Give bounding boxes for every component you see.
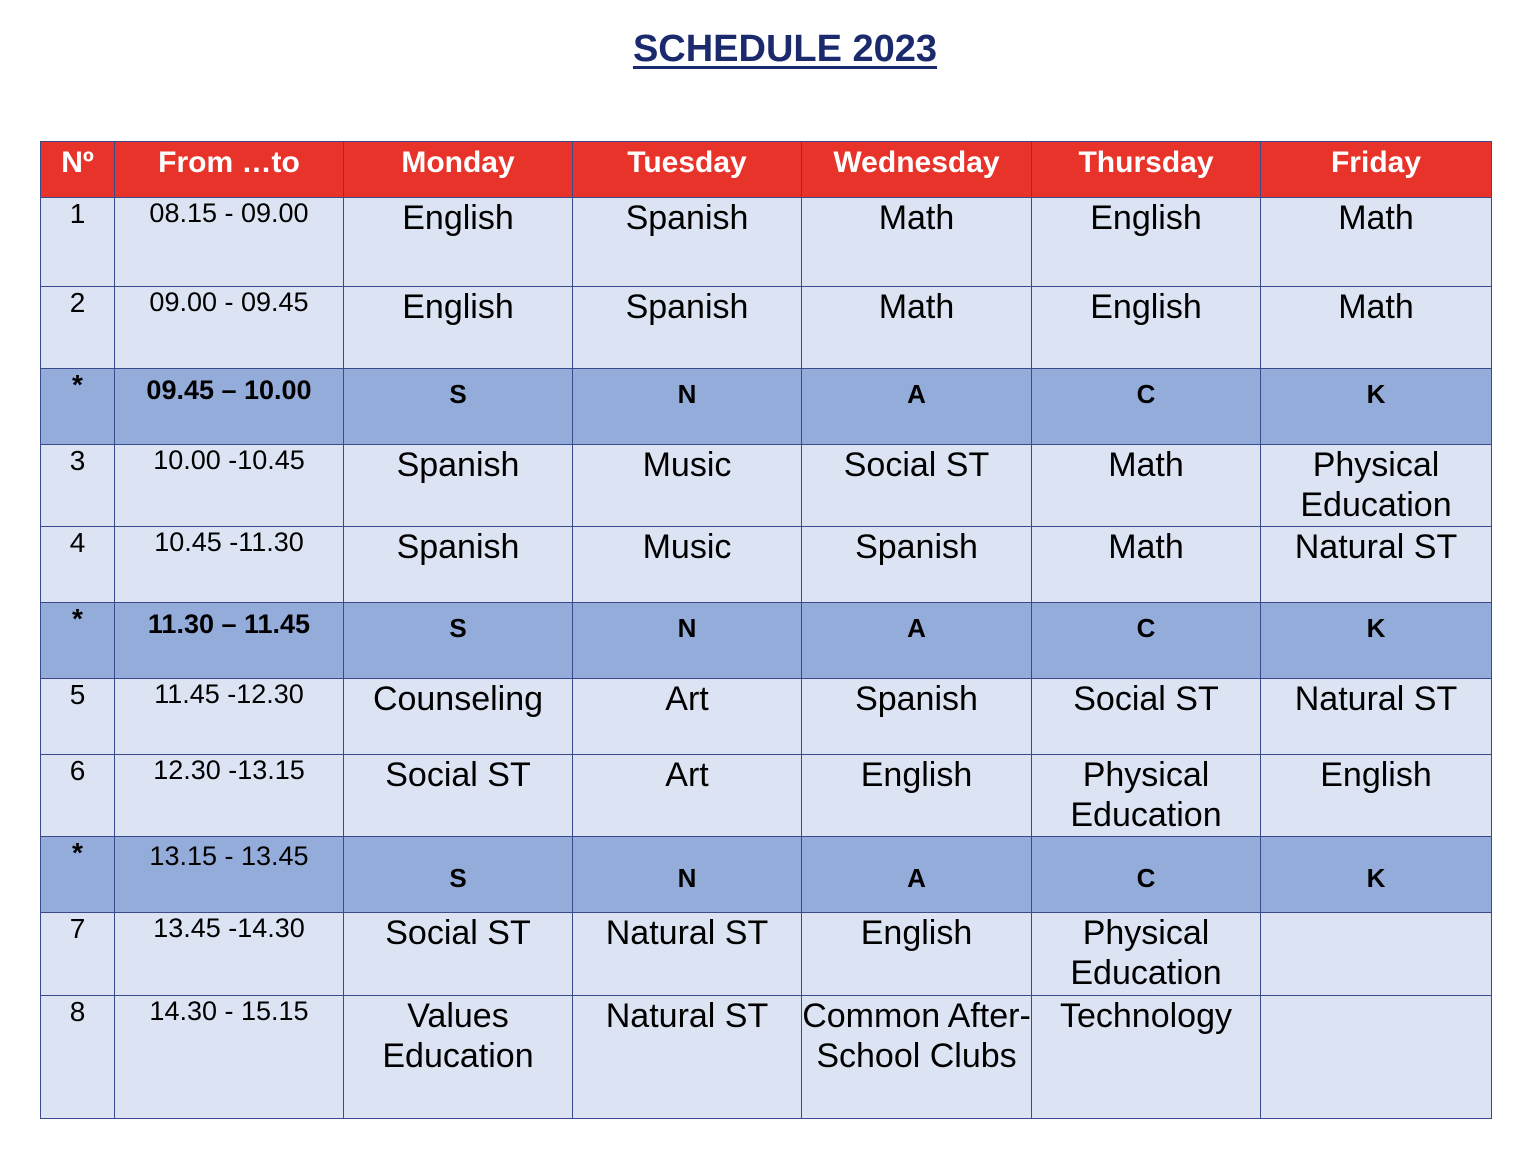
period-number: 8 — [41, 996, 115, 1119]
snack-letter: S — [344, 369, 573, 445]
period-time: 09.00 - 09.45 — [115, 287, 344, 369]
subject-cell: Natural ST — [573, 913, 802, 996]
header-thursday: Thursday — [1032, 142, 1261, 198]
break-row — [41, 603, 1492, 679]
break-marker: * — [41, 603, 115, 679]
period-time: 13.45 -14.30 — [115, 913, 344, 996]
header-row — [41, 142, 1492, 198]
header-time: From …to — [115, 142, 344, 198]
period-number: 6 — [41, 755, 115, 837]
subject-cell: Common After-School Clubs — [802, 996, 1032, 1119]
snack-letter: K — [1261, 369, 1492, 445]
subject-cell: Social ST — [802, 445, 1032, 527]
period-number: 7 — [41, 913, 115, 996]
break-marker: * — [41, 837, 115, 913]
subject-cell — [1261, 913, 1492, 996]
header-tuesday: Tuesday — [573, 142, 802, 198]
snack-letter: N — [573, 369, 802, 445]
header-wednesday: Wednesday — [802, 142, 1032, 198]
subject-cell: Social ST — [1032, 679, 1261, 755]
break-marker: * — [41, 369, 115, 445]
subject-cell: Math — [802, 287, 1032, 369]
subject-cell: Physical Education — [1032, 913, 1261, 996]
subject-cell: Natural ST — [1261, 527, 1492, 603]
snack-letter: C — [1032, 837, 1261, 913]
subject-cell: English — [344, 198, 573, 287]
subject-cell: Spanish — [573, 287, 802, 369]
subject-cell: Social ST — [344, 755, 573, 837]
subject-cell: Spanish — [802, 527, 1032, 603]
subject-cell: Social ST — [344, 913, 573, 996]
period-time: 10.00 -10.45 — [115, 445, 344, 527]
period-time: 14.30 - 15.15 — [115, 996, 344, 1119]
period-time: 12.30 -13.15 — [115, 755, 344, 837]
table-row — [41, 445, 1492, 527]
snack-letter: A — [802, 837, 1032, 913]
subject-cell: Counseling — [344, 679, 573, 755]
snack-letter: N — [573, 837, 802, 913]
snack-letter: A — [802, 603, 1032, 679]
table-row — [41, 913, 1492, 996]
period-number: 3 — [41, 445, 115, 527]
header-monday: Monday — [344, 142, 573, 198]
snack-letter: C — [1032, 603, 1261, 679]
header-number: Nº — [41, 142, 115, 198]
table-row — [41, 755, 1492, 837]
subject-cell: Physical Education — [1261, 445, 1492, 527]
snack-letter: C — [1032, 369, 1261, 445]
subject-cell: Music — [573, 527, 802, 603]
subject-cell — [1261, 996, 1492, 1119]
snack-letter: K — [1261, 837, 1492, 913]
break-row — [41, 369, 1492, 445]
period-time: 08.15 - 09.00 — [115, 198, 344, 287]
subject-cell: Math — [1032, 527, 1261, 603]
subject-cell: Math — [1032, 445, 1261, 527]
subject-cell: Math — [1261, 198, 1492, 287]
snack-letter: K — [1261, 603, 1492, 679]
table-row — [41, 287, 1492, 369]
table-row — [41, 679, 1492, 755]
period-number: 2 — [41, 287, 115, 369]
schedule-table — [40, 141, 1492, 1119]
subject-cell: English — [802, 913, 1032, 996]
subject-cell: English — [802, 755, 1032, 837]
subject-cell: English — [344, 287, 573, 369]
period-number: 5 — [41, 679, 115, 755]
subject-cell: Values Education — [344, 996, 573, 1119]
snack-letter: S — [344, 603, 573, 679]
snack-letter: N — [573, 603, 802, 679]
break-time: 13.15 - 13.45 — [115, 837, 344, 913]
subject-cell: Technology — [1032, 996, 1261, 1119]
snack-letter: A — [802, 369, 1032, 445]
page-title: SCHEDULE 2023 — [632, 28, 938, 70]
subject-cell: Natural ST — [1261, 679, 1492, 755]
subject-cell: Physical Education — [1032, 755, 1261, 837]
period-time: 11.45 -12.30 — [115, 679, 344, 755]
subject-cell: Spanish — [573, 198, 802, 287]
period-number: 1 — [41, 198, 115, 287]
table-row — [41, 996, 1492, 1119]
subject-cell: Spanish — [344, 527, 573, 603]
subject-cell: Math — [1261, 287, 1492, 369]
table-row — [41, 198, 1492, 287]
subject-cell: Spanish — [344, 445, 573, 527]
break-time: 09.45 – 10.00 — [115, 369, 344, 445]
subject-cell: Art — [573, 679, 802, 755]
snack-letter: S — [344, 837, 573, 913]
subject-cell: English — [1261, 755, 1492, 837]
subject-cell: Math — [802, 198, 1032, 287]
break-row — [41, 837, 1492, 913]
subject-cell: English — [1032, 287, 1261, 369]
subject-cell: Natural ST — [573, 996, 802, 1119]
period-number: 4 — [41, 527, 115, 603]
header-friday: Friday — [1261, 142, 1492, 198]
break-time: 11.30 – 11.45 — [115, 603, 344, 679]
subject-cell: Art — [573, 755, 802, 837]
subject-cell: Music — [573, 445, 802, 527]
period-time: 10.45 -11.30 — [115, 527, 344, 603]
subject-cell: Spanish — [802, 679, 1032, 755]
subject-cell: English — [1032, 198, 1261, 287]
table-row — [41, 527, 1492, 603]
